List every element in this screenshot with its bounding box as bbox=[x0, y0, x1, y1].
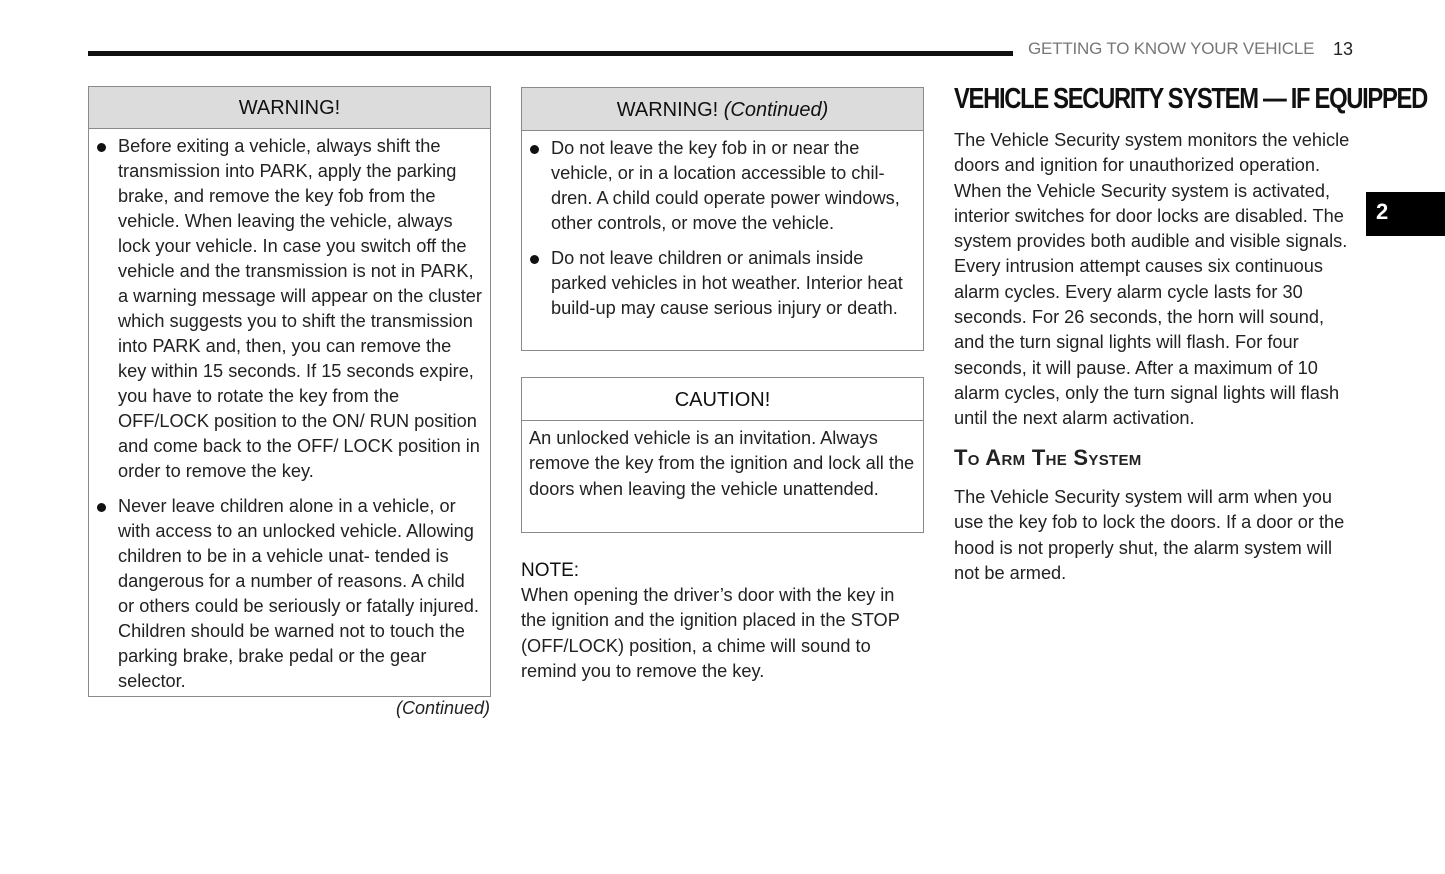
note-text: When opening the driver’s door with the key in the ignition and the ignition placed in the STOP (OFF/LOCK) position, a chime will sound to remind you to remove the key. bbox=[521, 585, 900, 681]
warning-continued-box bbox=[521, 87, 924, 351]
page-number: 13 bbox=[1333, 39, 1354, 59]
warning-title-text: WARNING! bbox=[238, 97, 341, 119]
arm-text: The Vehicle Security system will arm when you use the key fob to lock the doors. If a door or the hood is not properly shut, the alarm system will not be armed. bbox=[954, 487, 1345, 583]
note-block bbox=[521, 558, 923, 684]
warning-continued-item: Do not leave the key fob in or near the vehicle, or in a location accessible to chil- dren. A child could operate power windows, other controls, or move the vehicle. bbox=[522, 136, 917, 236]
header-rule bbox=[88, 51, 1013, 56]
continued-label: (Continued) bbox=[396, 698, 491, 718]
caution-box bbox=[521, 377, 924, 533]
warning-continued-list bbox=[522, 131, 923, 321]
warning-list bbox=[89, 129, 490, 694]
warning-box bbox=[88, 86, 491, 697]
arm-subheading: To Arm The System bbox=[954, 445, 1142, 470]
security-body: The Vehicle Security system monitors the vehicle doors and ignition for unauthorized operation. When the Vehicle Security system is activated, interior switches for door locks are disabled. The system provides both audible and visible signals. Every intrusion attempt causes six continuous alarm cycles. Every alarm cycle lasts for 30 seconds. For 26 seconds, the horn will sound, and the turn signal lights will flash. For four seconds, it will pause. After a maximum of 10 alarm cycles, only the turn signal lights will flash until the next alarm activation. bbox=[954, 130, 1350, 429]
caution-title bbox=[522, 378, 923, 421]
warning-continued-suffix: (Continued) bbox=[723, 99, 829, 121]
warning-item: Before exiting a vehicle, always shift the transmission into PARK, apply the parking brake, and remove the key fob from the vehicle. When leaving the vehicle, always lock your vehicle. In case you switch off the vehicle and the transmission is not in PARK, a warning message will appear on the cluster which suggests you to shift the transmission into PARK and, then, you can remove the key within 15 seconds. If 15 seconds expire, you have to rotate the key from the OFF/LOCK position to the ON/ RUN position and come back to the OFF/ LOCK position in order to remove the key. bbox=[89, 134, 484, 484]
warning-continued-item: Do not leave children or animals inside parked vehicles in hot weather. Interior heat build-up may cause serious injury or death. bbox=[522, 246, 917, 321]
warning-continued-title bbox=[522, 88, 923, 131]
section-title: VEHICLE SECURITY SYSTEM — IF EQUIPPED bbox=[954, 83, 1427, 115]
caution-text: An unlocked vehicle is an invitation. Always remove the key from the ignition and lock all the doors when leaving the vehicle unattended. bbox=[529, 428, 915, 499]
note-label: NOTE: bbox=[521, 560, 580, 581]
warning-box-title bbox=[89, 87, 490, 129]
caution-title-text: CAUTION! bbox=[674, 389, 771, 411]
chapter-tab: 2 bbox=[1366, 192, 1445, 236]
warning-continued-title-text: WARNING! bbox=[616, 99, 719, 121]
warning-item: Never leave children alone in a vehicle, or with access to an unlocked vehicle. Allowing children to be in a vehicle unat- tended is dangerous for a number of reasons. A child or others could be seriously or fatally injured. Children should be warned not to touch the parking brake, brake pedal or the gear selector. bbox=[89, 494, 484, 694]
running-header-title: GETTING TO KNOW YOUR VEHICLE bbox=[1028, 39, 1315, 58]
